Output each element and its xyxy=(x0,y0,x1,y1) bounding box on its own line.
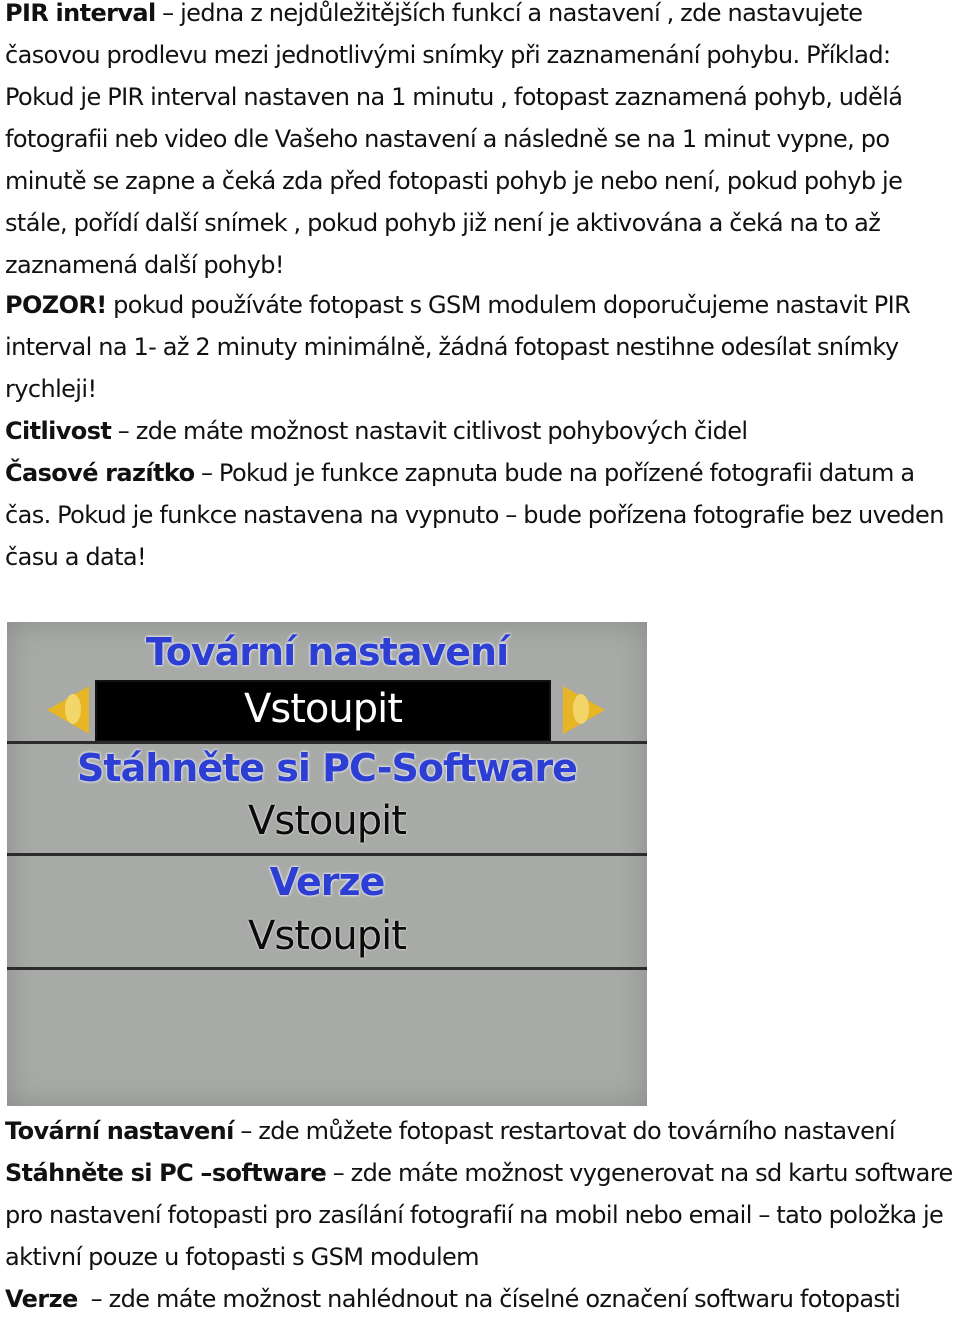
text-pozor: pokud používáte fotopast s GSM modulem doporučujeme nastavit PIR interval na 1- až 2 minuty minimálně, žádná fotopast nestihne odesílat snímky rychleji! xyxy=(5,291,911,403)
term-verze: Verze xyxy=(5,1285,78,1313)
paragraph-stahnete-software xyxy=(5,1152,957,1278)
menu-item-title-stahnete: Stáhněte si PC-Software xyxy=(77,746,577,790)
text-tovarni-nastaveni: – zde můžete fotopast restartovat do továrního nastavení xyxy=(233,1117,895,1145)
term-casove-razitko: Časové razítko xyxy=(5,459,195,487)
menu-divider xyxy=(7,967,647,970)
paragraph-pir-interval xyxy=(5,0,957,286)
selected-item-bar xyxy=(95,680,551,742)
menu-item-value-tovarni: Vstoupit xyxy=(244,686,402,732)
paragraph-tovarni-nastaveni xyxy=(5,1110,957,1152)
camera-menu-screenshot xyxy=(7,622,647,1106)
menu-item-value-verze: Vstoupit xyxy=(248,913,406,959)
term-pir-interval: PIR interval xyxy=(5,0,156,27)
menu-item-value-stahnete: Vstoupit xyxy=(248,798,406,844)
menu-item-title-verze: Verze xyxy=(269,860,385,904)
arrow-right-highlight xyxy=(573,694,589,724)
menu-item-title-tovarni: Tovární nastavení xyxy=(145,630,509,674)
paragraph-verze xyxy=(5,1278,957,1320)
term-pozor: POZOR! xyxy=(5,291,107,319)
term-tovarni-nastaveni: Tovární nastavení xyxy=(5,1117,234,1145)
paragraph-pozor xyxy=(5,284,957,410)
text-pir-interval: – jedna z nejdůležitějších funkcí a nastavení , zde nastavujete časovou prodlevu mezi jednotlivými snímky při zaznamenání pohybu. Příklad: Pokud je PIR interval nastaven na 1 minutu , fotopast zaznamená pohyb, udělá fotografii neb video dle Vašeho nastavení a následně se na 1 minut vypne, po minutě se zapne a čeká zda před fotopasti pohyb je nebo není, pokud pohyb je stále, pořídí další snímek , pokud pohyb již není je aktivována a čeká na to až zaznamená další pohyb! xyxy=(5,0,903,279)
menu-divider xyxy=(7,853,647,856)
menu-divider xyxy=(7,741,647,744)
paragraph-citlivost xyxy=(5,410,957,452)
arrow-left-highlight xyxy=(65,694,81,724)
paragraph-casove-razitko xyxy=(5,452,957,578)
term-citlivost: Citlivost xyxy=(5,417,112,445)
term-stahnete-software: Stáhněte si PC –software xyxy=(5,1159,327,1187)
text-citlivost: – zde máte možnost nastavit citlivost pohybových čidel xyxy=(111,417,748,445)
text-stahnete-software: – zde máte možnost vygenerovat na sd kartu software pro nastavení fotopasti pro zasílání fotografií na mobil nebo email – tato položka je aktivní pouze u fotopasti s GSM modulem xyxy=(5,1159,953,1271)
text-verze: – zde máte možnost nahlédnout na číselné označení softwaru fotopasti xyxy=(77,1285,901,1313)
text-casove-razitko: – Pokud je funkce zapnuta bude na pořízené fotografii datum a čas. Pokud je funkce nastavena na vypnuto – bude pořízena fotografie bez uveden času a data! xyxy=(5,459,944,571)
